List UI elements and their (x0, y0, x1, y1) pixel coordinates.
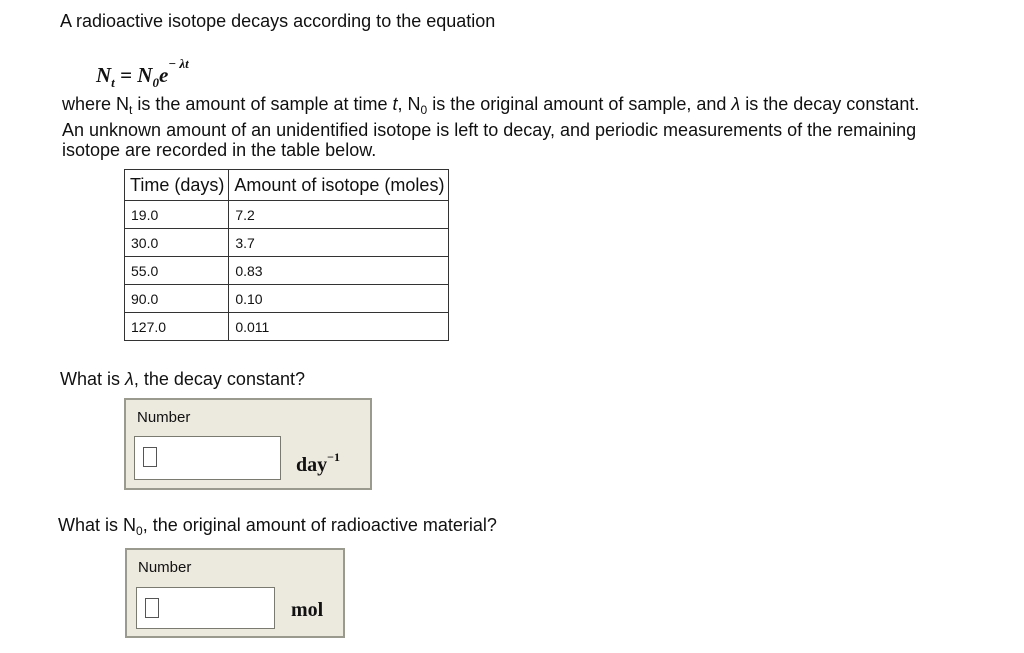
decay-data-table (124, 169, 449, 341)
unit-label (291, 599, 323, 622)
text-cursor-box (143, 447, 157, 467)
desc-text: where N (62, 94, 130, 114)
desc-sub-t: t (129, 103, 133, 117)
equation-lhs-subscript: t (111, 75, 115, 90)
question-text: What is (60, 369, 126, 389)
text-cursor-box (145, 598, 159, 618)
cell-time: 30.0 (125, 229, 229, 257)
table-header-row (125, 170, 449, 201)
equation-base: e (158, 63, 169, 87)
cell-amount: 3.7 (229, 229, 449, 257)
question-subscript: 0 (136, 524, 143, 538)
cell-amount: 0.10 (229, 285, 449, 313)
table-row (125, 201, 449, 229)
cell-amount: 0.83 (229, 257, 449, 285)
decay-constant-answer-box (124, 398, 372, 490)
problem-description (62, 94, 1012, 160)
table-row (125, 257, 449, 285)
desc-sub-0: 0 (420, 103, 428, 117)
original-amount-input[interactable] (136, 587, 275, 629)
equation-exponent: − λt (168, 56, 189, 71)
header-amount: Amount of isotope (moles) (229, 170, 449, 201)
description-line-2: An unknown amount of an unidentified isotope is left to decay, and periodic measurements of the remaining (62, 120, 917, 140)
question-text: , the original amount of radioactive material? (142, 515, 497, 535)
number-label: Number (137, 409, 191, 426)
unit-exponent: −1 (327, 450, 340, 464)
desc-lambda: λ (731, 94, 741, 114)
decay-constant-input[interactable] (134, 436, 281, 480)
question-original-amount (58, 514, 497, 542)
equation-rhs: N (137, 63, 153, 87)
header-time: Time (days) (125, 170, 229, 201)
desc-text: is the decay constant. (740, 94, 920, 114)
description-line-1 (62, 94, 1012, 120)
equation-equals: = (114, 63, 138, 87)
equation-lhs: N (96, 63, 112, 87)
cell-time: 19.0 (125, 201, 229, 229)
cell-amount: 7.2 (229, 201, 449, 229)
desc-text: , N (397, 94, 421, 114)
equation-rhs-subscript: 0 (152, 75, 159, 90)
question-text: What is N (58, 515, 137, 535)
desc-italic-t: t (392, 94, 398, 114)
cell-amount: 0.011 (229, 313, 449, 341)
question-decay-constant (60, 368, 305, 390)
number-label: Number (138, 559, 192, 576)
question-text: , the decay constant? (133, 369, 305, 389)
decay-equation (96, 50, 189, 97)
desc-text: is the amount of sample at time (132, 94, 393, 114)
cell-time: 127.0 (125, 313, 229, 341)
original-amount-answer-box (125, 548, 345, 638)
cell-time: 90.0 (125, 285, 229, 313)
description-line-3: isotope are recorded in the table below. (62, 140, 377, 160)
unit-text: day (296, 454, 328, 476)
table-row (125, 285, 449, 313)
intro-text: A radioactive isotope decays according to the equation (60, 11, 496, 31)
desc-text: is the original amount of sample, and (427, 94, 732, 114)
table-row (125, 313, 449, 341)
question-lambda: λ (125, 369, 134, 389)
unit-label (296, 450, 340, 477)
table-row (125, 229, 449, 257)
unit-text: mol (291, 599, 324, 621)
cell-time: 55.0 (125, 257, 229, 285)
